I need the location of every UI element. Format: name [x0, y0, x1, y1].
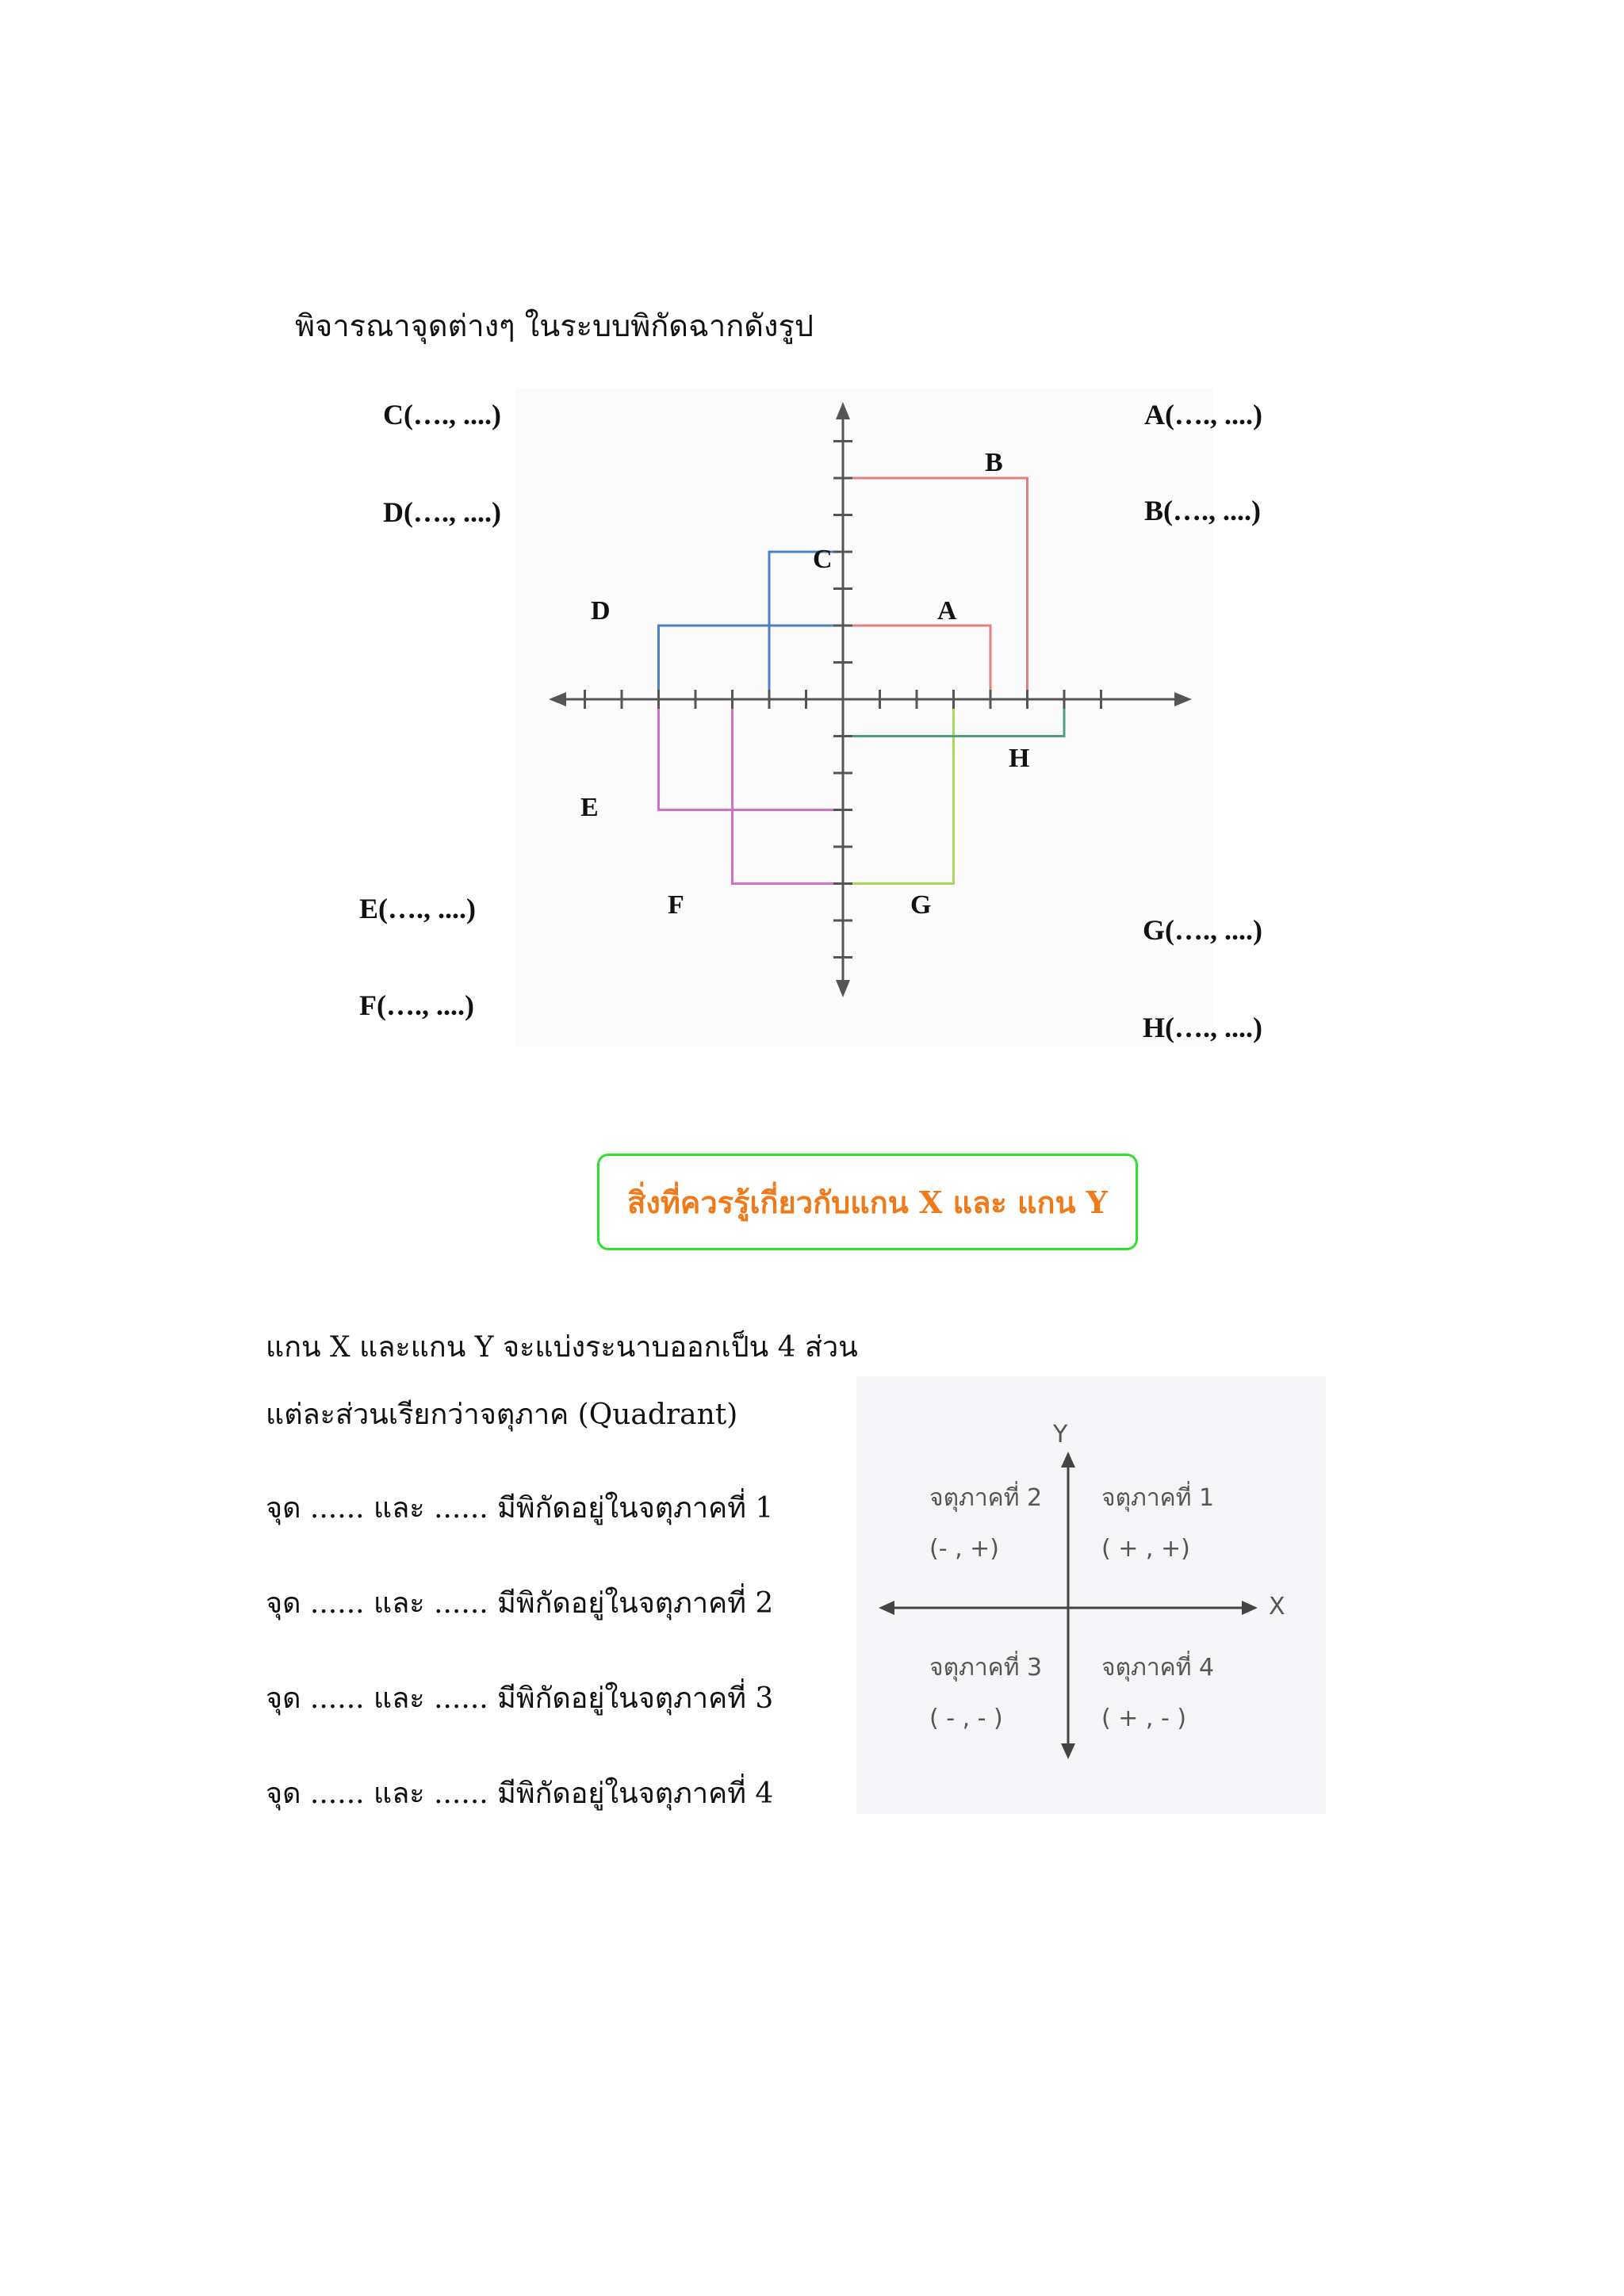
blank-a: A(…., ....): [1144, 399, 1262, 430]
quadrant-1-question: จุด ...... และ ...... มีพิกัดอยู่ในจตุภาคที่ 1: [266, 1492, 774, 1525]
quadrant-3-name: จตุภาคที่ 3: [929, 1654, 1043, 1682]
quadrant-4-sign: ( + , - ): [1101, 1705, 1187, 1732]
graph-label-d: D: [591, 596, 611, 626]
quadrant-1-sign: ( + , +): [1101, 1535, 1190, 1563]
graph-label-g: G: [910, 890, 932, 920]
graph-label-b: B: [985, 448, 1003, 477]
quadrant-y-label: Y: [1053, 1421, 1068, 1448]
quadrant-1-name: จตุภาคที่ 1: [1101, 1484, 1215, 1512]
graph-label-h: H: [1009, 744, 1030, 773]
blank-c: C(…., ....): [383, 399, 501, 430]
quadrant-2-sign: (- , +): [929, 1535, 999, 1563]
body-line-2: แต่ละส่วนเรียกว่าจตุภาค (Quadrant): [266, 1399, 738, 1431]
section-heading: สิ่งที่ควรรู้เกี่ยวกับแกน X และ แกน Y: [627, 1184, 1108, 1220]
quadrant-3-question: จุด ...... และ ...... มีพิกัดอยู่ในจตุภาคที่ 3: [266, 1682, 774, 1715]
blank-h: H(…., ....): [1143, 1012, 1262, 1043]
graph-label-f: F: [668, 890, 684, 920]
blank-d: D(…., ....): [383, 496, 501, 528]
blank-b: B(…., ....): [1144, 495, 1261, 526]
graph-label-c: C: [813, 545, 833, 574]
graph-label-a: A: [937, 596, 957, 626]
quadrant-x-label: X: [1269, 1593, 1285, 1621]
quadrant-2-question: จุด ...... และ ...... มีพิกัดอยู่ในจตุภาคที่ 2: [266, 1587, 774, 1620]
quadrant-4-question: จุด ...... และ ...... มีพิกัดอยู่ในจตุภาคที่ 4: [266, 1777, 774, 1810]
quadrant-3-sign: ( - , - ): [929, 1705, 1003, 1732]
graph-label-e: E: [580, 793, 599, 822]
quadrant-2-name: จตุภาคที่ 2: [929, 1484, 1043, 1512]
quadrant-4-name: จตุภาคที่ 4: [1101, 1654, 1215, 1682]
body-line-1: แกน X และแกน Y จะแบ่งระนาบออกเป็น 4 ส่วน: [266, 1331, 858, 1364]
blank-f: F(…., ....): [359, 989, 474, 1021]
intro-text: พิจารณาจุดต่างๆ ในระบบพิกัดฉากดังรูป: [295, 308, 814, 343]
blank-e: E(…., ....): [359, 893, 476, 924]
blank-g: G(…., ....): [1143, 914, 1262, 946]
quadrant-y-axis: [1061, 1452, 1075, 1759]
